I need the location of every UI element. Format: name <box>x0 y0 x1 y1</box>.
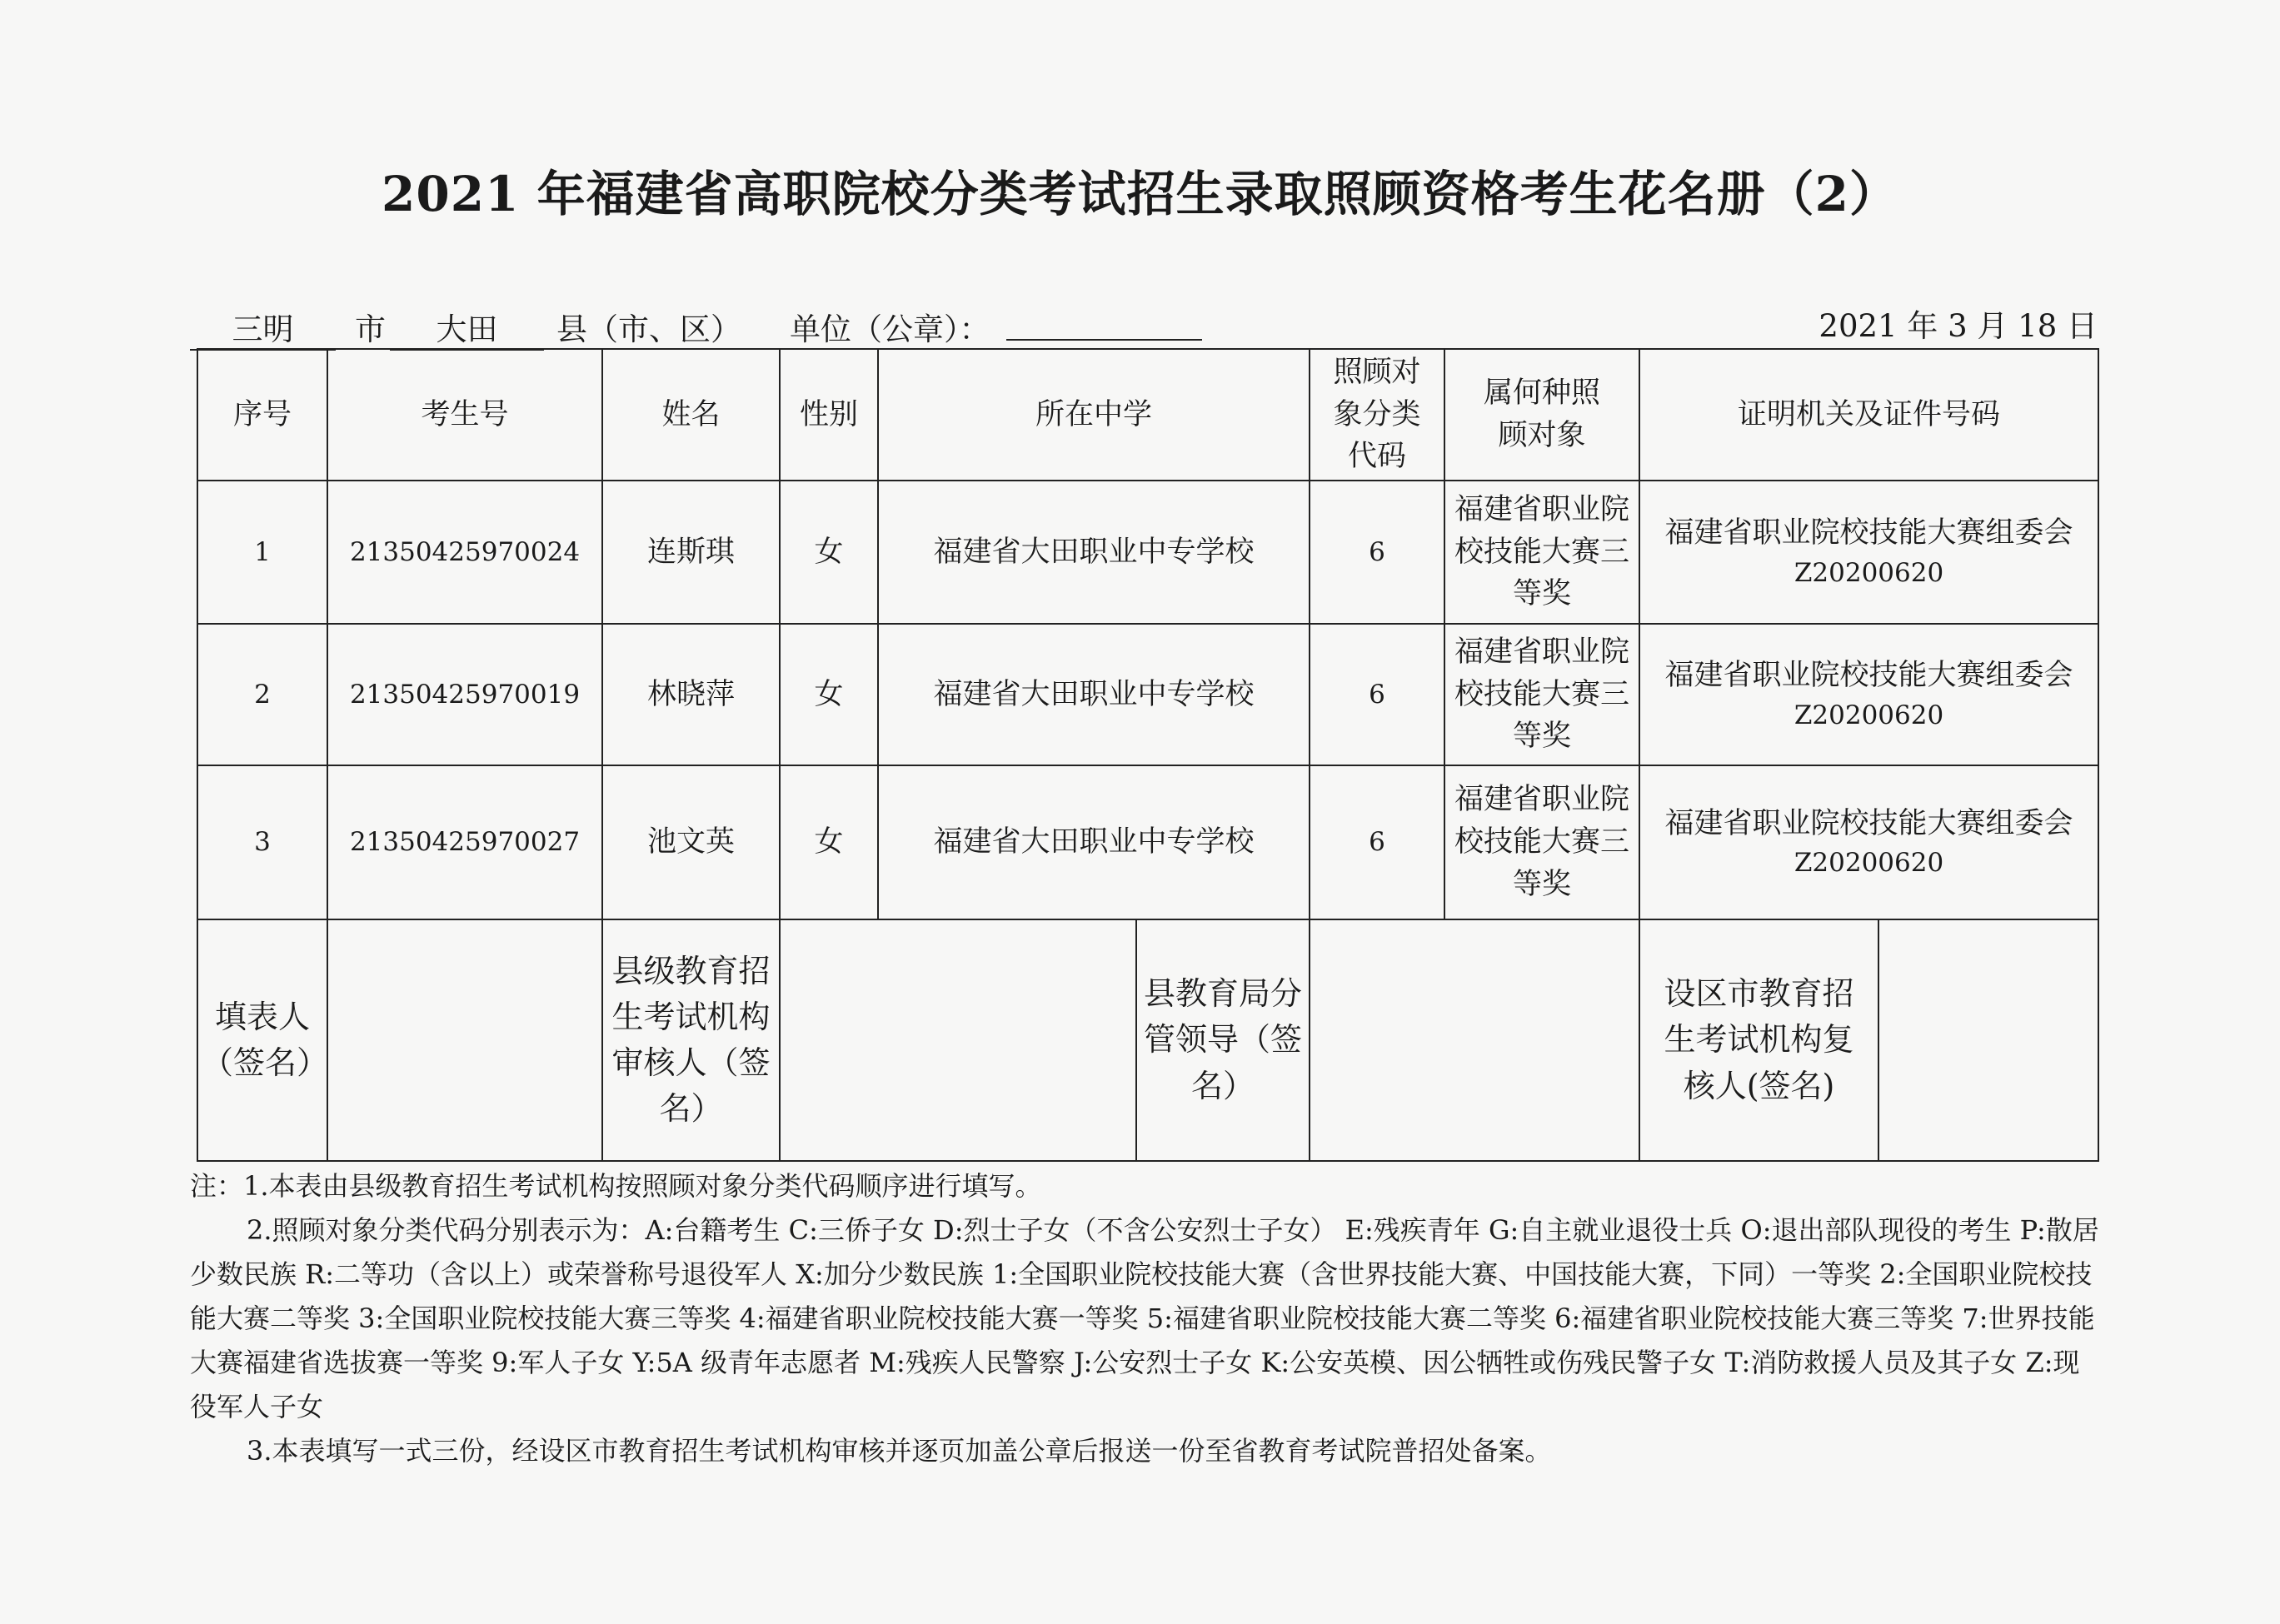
note-2: 2.照顾对象分类代码分别表示为：A:台籍考生 C:三侨子女 D:烈士子女（不含公安烈士子女） E:残疾青年 G:自主就业退役士兵 O:退出部队现役的考生 P:散居少数民族 R:二等功（含以上）或荣誉称号退役军人 X:加分少数民族 1:全国职业院校技能大赛（含世界技能大赛、中国技能大赛，下同）一等奖 2:全国职业院校技能大赛二等奖 3:全国职业院校技能大赛三等奖 4:福建省职业院校技能大赛一等奖 5:福建省职业院校技能大赛二等奖 6:福建省职业院校技能大赛三等奖 7:世界技能大赛福建省选拔赛一等奖 9:军人子女 Y:5A 级青年志愿者 M:残疾人民警察 J:公安烈士子女 K:公安英模、因公牺牲或伤残民警子女 T:消防救援人员及其子女 Z:现役军人子女 <box>190 1214 2099 1422</box>
cell-gender: 女 <box>780 481 878 624</box>
cert-no: Z20200620 <box>1794 557 1944 588</box>
cell-school: 福建省大田职业中专学校 <box>878 624 1310 765</box>
table-row <box>197 624 2098 765</box>
county-suffix: 县（市、区） <box>556 311 741 347</box>
cell-code: 6 <box>1310 624 1444 765</box>
cell-exam-no: 21350425970027 <box>327 765 602 919</box>
cell-seq: 3 <box>197 765 327 919</box>
city-value: 三明 <box>190 304 336 351</box>
cell-code: 6 <box>1310 765 1444 919</box>
signature-city-reviewer-label: 设区市教育招生考试机构复核人(签名) <box>1639 919 1878 1161</box>
unit-seal-field <box>1006 304 1202 348</box>
unit-label: 单位（公章）： <box>790 311 990 347</box>
cell-gender: 女 <box>780 765 878 919</box>
table-row <box>197 765 2098 919</box>
notes-section <box>190 1164 2106 1473</box>
cell-name: 池文英 <box>602 765 780 919</box>
roster-table <box>197 348 2099 1162</box>
page-title: 2021 年福建省高职院校分类考试招生录取照顾资格考生花名册（2） <box>382 166 1898 222</box>
signature-county-reviewer-field <box>780 919 1136 1161</box>
cell-school: 福建省大田职业中专学校 <box>878 765 1310 919</box>
cell-code: 6 <box>1310 481 1444 624</box>
col-header-code: 照顾对象分类代码 <box>1310 349 1444 481</box>
signature-filler-field <box>327 919 602 1161</box>
col-header-gender: 性别 <box>780 349 878 481</box>
cell-school: 福建省大田职业中专学校 <box>878 481 1310 624</box>
cell-category: 福建省职业院校技能大赛三等奖 <box>1444 481 1639 624</box>
col-header-school: 所在中学 <box>878 349 1310 481</box>
cell-category: 福建省职业院校技能大赛三等奖 <box>1444 765 1639 919</box>
table-header-row <box>197 349 2098 481</box>
city-field <box>190 304 336 351</box>
county-value: 大田 <box>390 304 544 351</box>
signature-county-reviewer-label: 县级教育招生考试机构审核人（签名） <box>602 919 780 1161</box>
cell-category: 福建省职业院校技能大赛三等奖 <box>1444 624 1639 765</box>
cell-name: 连斯琪 <box>602 481 780 624</box>
cell-cert <box>1639 481 2098 624</box>
cell-cert <box>1639 624 2098 765</box>
date-text: 2021 年 3 月 18 日 <box>1819 308 2098 344</box>
cell-name: 林晓萍 <box>602 624 780 765</box>
cell-exam-no: 21350425970024 <box>327 481 602 624</box>
cell-cert <box>1639 765 2098 919</box>
cert-org: 福建省职业院校技能大赛组委会 <box>1664 806 2073 840</box>
signature-county-leader-label: 县教育局分管领导（签名） <box>1136 919 1310 1161</box>
signature-county-leader-field <box>1310 919 1639 1161</box>
cell-seq: 1 <box>197 481 327 624</box>
city-suffix: 市 <box>355 311 386 347</box>
col-header-cert: 证明机关及证件号码 <box>1639 349 2098 481</box>
col-header-name: 姓名 <box>602 349 780 481</box>
cell-gender: 女 <box>780 624 878 765</box>
note-3: 3.本表填写一式三份，经设区市教育招生考试机构审核并逐页加盖公章后报送一份至省教育考试院普招处备案。 <box>247 1435 1552 1467</box>
signature-filler-label: 填表人（签名） <box>197 919 327 1161</box>
signature-row <box>197 919 2098 1161</box>
cell-exam-no: 21350425970019 <box>327 624 602 765</box>
note-1: 注：1.本表由县级教育招生考试机构按照顾对象分类代码顺序进行填写。 <box>190 1170 1042 1202</box>
col-header-exam-no: 考生号 <box>327 349 602 481</box>
cert-no: Z20200620 <box>1794 848 1944 879</box>
county-field <box>390 304 544 351</box>
col-header-category: 属何种照顾对象 <box>1444 349 1639 481</box>
col-header-seq: 序号 <box>197 349 327 481</box>
cell-seq: 2 <box>197 624 327 765</box>
header-line <box>190 304 2098 354</box>
cert-org: 福建省职业院校技能大赛组委会 <box>1664 659 2073 693</box>
table-row <box>197 481 2098 624</box>
cert-no: Z20200620 <box>1794 700 1944 730</box>
cert-org: 福建省职业院校技能大赛组委会 <box>1664 516 2073 550</box>
signature-city-reviewer-field <box>1878 919 2098 1161</box>
